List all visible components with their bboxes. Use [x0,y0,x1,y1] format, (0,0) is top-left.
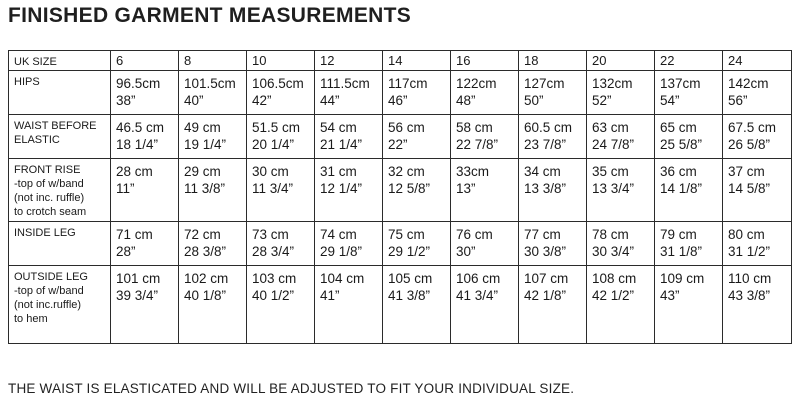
cm-value: 108 cm [592,271,637,286]
cm-value: 110 cm [728,271,772,286]
cm-value: 102 cm [184,271,229,286]
inch-value: 22” [388,137,408,152]
inch-value: 13 3/8” [524,181,567,196]
inch-value: 19 1/4” [184,137,227,152]
inch-value: 12 1/4” [320,181,363,196]
inch-value: 26 5/8” [728,137,771,152]
measurement-cell [111,266,179,344]
cm-value: 30 cm [252,164,289,179]
cm-value: 75 cm [388,227,425,242]
inch-value: 30 3/8” [524,244,567,259]
measurement-cell [315,159,383,222]
cm-value: 56 cm [388,120,425,135]
measurement-cell [179,159,247,222]
measurement-cell [723,115,792,159]
row-label-line: WAIST BEFORE [14,120,97,132]
measurement-cell [111,159,179,222]
cm-value: 49 cm [184,120,221,135]
cm-value: 67.5 cm [728,120,777,135]
inch-value: 56” [728,93,748,108]
inch-value: 44” [320,93,340,108]
measurement-cell [111,115,179,159]
row-label [9,115,111,159]
measurement-cell [315,71,383,115]
inch-value: 13” [456,181,476,196]
cm-value: 37 cm [728,164,765,179]
measurement-cell [111,71,179,115]
cm-value: 33cm [456,164,490,179]
cm-value: 78 cm [592,227,629,242]
inch-value: 22 7/8” [456,137,499,152]
cm-value: 54 cm [320,120,357,135]
measurement-cell [247,71,315,115]
cm-value: 32 cm [388,164,425,179]
measurement-cell [247,115,315,159]
measurement-cell [247,159,315,222]
row-label-line: to hem [14,313,48,325]
measurement-cell [179,115,247,159]
inch-value: 28 3/8” [184,244,227,259]
measurement-cell [315,115,383,159]
measurement-cell [519,159,587,222]
size-header: 12 [315,51,383,71]
cm-value: 77 cm [524,227,561,242]
header-label: UK SIZE [9,51,111,71]
cm-value: 36 cm [660,164,697,179]
inch-value: 46” [388,93,408,108]
measurement-cell [383,159,451,222]
cm-value: 76 cm [456,227,493,242]
cm-value: 31 cm [320,164,357,179]
cm-value: 117cm [388,76,428,91]
inch-value: 54” [660,93,680,108]
cm-value: 72 cm [184,227,221,242]
size-header: 16 [451,51,519,71]
measurement-cell [655,115,723,159]
inch-value: 11 3/8” [184,181,226,196]
cm-value: 63 cm [592,120,629,135]
inch-value: 40 1/8” [184,288,227,303]
cm-value: 106.5cm [252,76,304,91]
inch-value: 30” [456,244,476,259]
inch-value: 39 3/4” [116,288,159,303]
cm-value: 101 cm [116,271,161,286]
row-label-line: FRONT RISE [14,164,81,176]
cm-value: 28 cm [116,164,153,179]
inch-value: 42 1/2” [592,288,635,303]
inch-value: 14 1/8” [660,181,703,196]
row-label-line: INSIDE LEG [14,227,76,239]
inch-value: 13 3/4” [592,181,635,196]
cm-value: 111.5cm [320,76,370,91]
inch-value: 43 3/8” [728,288,771,303]
inch-value: 11 3/4” [252,181,294,196]
inside-leg-row [9,222,792,266]
row-label [9,222,111,266]
row-label-line: OUTSIDE LEG [14,271,88,283]
size-header: 24 [723,51,792,71]
cm-value: 103 cm [252,271,297,286]
cm-value: 109 cm [660,271,705,286]
measurement-cell [655,266,723,344]
cm-value: 137cm [660,76,701,91]
cm-value: 79 cm [660,227,697,242]
waist-row [9,115,792,159]
inch-value: 52” [592,93,612,108]
measurement-cell [383,71,451,115]
measurement-cell [655,71,723,115]
hips-row [9,71,792,115]
cm-value: 35 cm [592,164,629,179]
size-header: 8 [179,51,247,71]
measurement-cell [519,266,587,344]
measurement-cell [247,266,315,344]
size-header: 14 [383,51,451,71]
cm-value: 46.5 cm [116,120,165,135]
cm-value: 71 cm [116,227,153,242]
inch-value: 38” [116,93,136,108]
inch-value: 11” [116,181,135,196]
row-label-line: (not inc.ruffle) [14,299,82,311]
row-label [9,266,111,344]
measurement-cell [179,266,247,344]
inch-value: 29 1/8” [320,244,363,259]
inch-value: 30 3/4” [592,244,635,259]
measurement-cell [587,266,655,344]
size-header: 20 [587,51,655,71]
cm-value: 96.5cm [116,76,161,91]
cm-value: 51.5 cm [252,120,301,135]
cm-value: 60.5 cm [524,120,573,135]
measurement-cell [723,71,792,115]
inch-value: 41” [320,288,340,303]
cm-value: 80 cm [728,227,765,242]
measurement-cell [383,222,451,266]
size-header: 10 [247,51,315,71]
measurement-cell [315,266,383,344]
measurement-cell [179,222,247,266]
measurement-cell [723,266,792,344]
measurement-cell [519,115,587,159]
row-label-line: -top of w/band [14,178,84,190]
size-header: 18 [519,51,587,71]
cm-value: 122cm [456,76,497,91]
measurement-cell [383,115,451,159]
inch-value: 20 1/4” [252,137,295,152]
inch-value: 40 1/2” [252,288,295,303]
row-label [9,71,111,115]
cm-value: 73 cm [252,227,289,242]
inch-value: 48” [456,93,476,108]
inch-value: 43” [660,288,680,303]
outside-leg-row [9,266,792,344]
measurement-cell [451,222,519,266]
cm-value: 101.5cm [184,76,236,91]
row-label-line: ELASTIC [14,134,60,146]
cm-value: 34 cm [524,164,561,179]
inch-value: 21 1/4” [320,137,363,152]
row-label-line: (not inc. ruffle) [14,192,85,204]
footer-note: THE WAIST IS ELASTICATED AND WILL BE ADJUSTED TO FIT YOUR INDIVIDUAL SIZE. [8,381,575,396]
inch-value: 28” [116,244,136,259]
inch-value: 18 1/4” [116,137,159,152]
inch-value: 28 3/4” [252,244,295,259]
inch-value: 25 5/8” [660,137,703,152]
row-label [9,159,111,222]
cm-value: 132cm [592,76,633,91]
cm-value: 107 cm [524,271,569,286]
measurement-cell [179,71,247,115]
measurement-cell [451,115,519,159]
cm-value: 105 cm [388,271,433,286]
cm-value: 127cm [524,76,565,91]
inch-value: 31 1/2” [728,244,771,259]
inch-value: 23 7/8” [524,137,567,152]
inch-value: 40” [184,93,204,108]
cm-value: 58 cm [456,120,493,135]
inch-value: 24 7/8” [592,137,635,152]
measurement-cell [451,159,519,222]
cm-value: 142cm [728,76,769,91]
front-rise-row [9,159,792,222]
measurement-cell [111,222,179,266]
inch-value: 41 3/4” [456,288,499,303]
measurement-cell [519,71,587,115]
measurement-cell [247,222,315,266]
measurement-cell [587,71,655,115]
row-label-line: HIPS [14,76,40,88]
measurement-cell [723,159,792,222]
inch-value: 31 1/8” [660,244,703,259]
inch-value: 42” [252,93,272,108]
inch-value: 29 1/2” [388,244,431,259]
cm-value: 74 cm [320,227,357,242]
measurement-cell [451,266,519,344]
header-row [9,51,792,71]
measurement-cell [519,222,587,266]
size-header: 6 [111,51,179,71]
measurements-table [8,50,792,344]
measurement-cell [451,71,519,115]
measurement-cell [723,222,792,266]
cm-value: 104 cm [320,271,365,286]
inch-value: 42 1/8” [524,288,567,303]
measurement-cell [655,159,723,222]
inch-value: 14 5/8” [728,181,771,196]
measurement-cell [383,266,451,344]
inch-value: 12 5/8” [388,181,431,196]
measurement-cell [655,222,723,266]
page-title: FINISHED GARMENT MEASUREMENTS [8,4,412,27]
measurement-cell [587,159,655,222]
cm-value: 65 cm [660,120,697,135]
cm-value: 29 cm [184,164,221,179]
measurement-cell [587,222,655,266]
inch-value: 41 3/8” [388,288,431,303]
cm-value: 106 cm [456,271,501,286]
measurement-cell [315,222,383,266]
size-header: 22 [655,51,723,71]
row-label-line: -top of w/band [14,285,84,297]
measurement-cell [587,115,655,159]
row-label-line: to crotch seam [14,206,87,218]
inch-value: 50” [524,93,544,108]
